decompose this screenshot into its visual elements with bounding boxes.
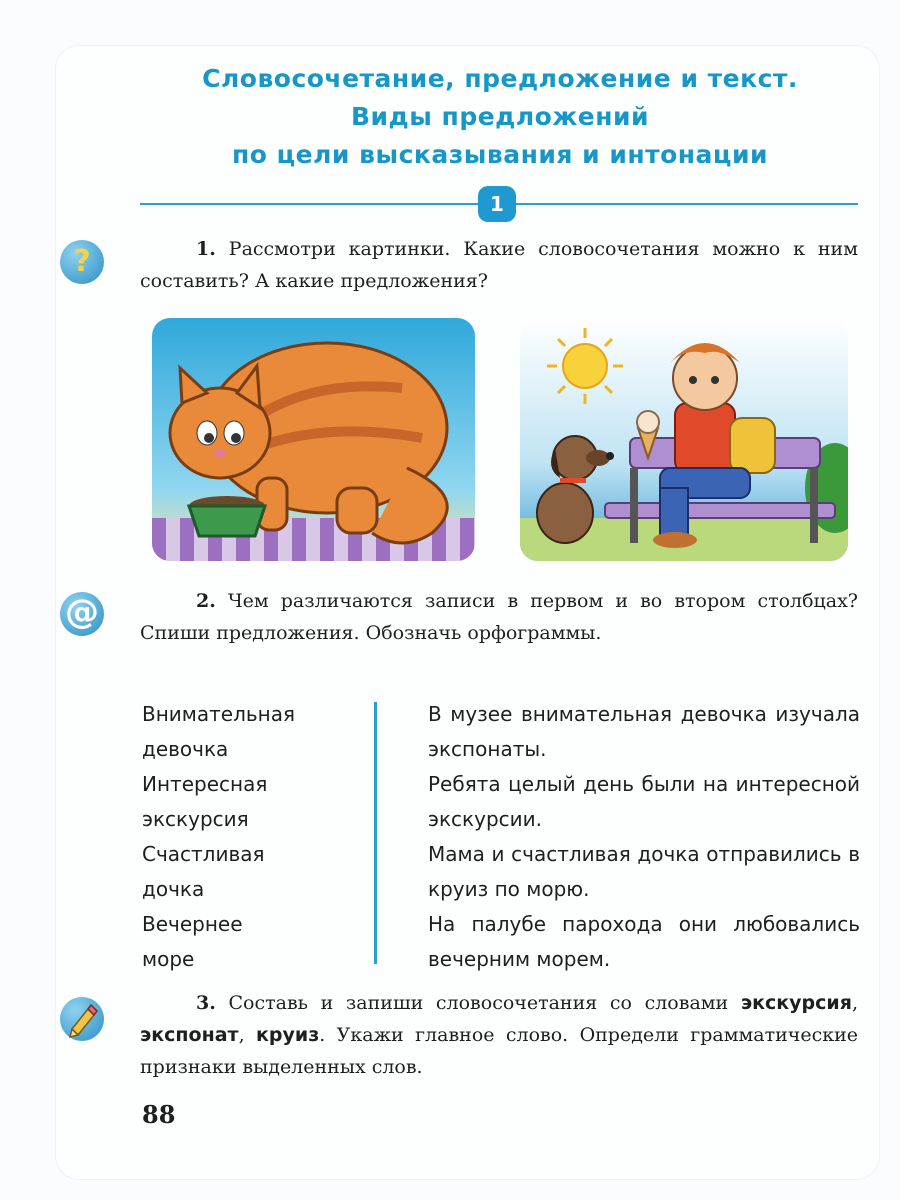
phrase-item: Внимательная девочка [142,702,296,761]
exercise-3-text-after: . Укажи главное слово. Определи грамматические признаки выделенных слов. [140,1024,859,1078]
cat-eating-icon [152,318,475,561]
letter-a-icon: @ [60,592,104,636]
title-line-2: Виды предложений [350,102,649,131]
boy-with-dog-icon [520,318,848,561]
separator: , [851,992,858,1014]
pencil-icon [60,997,104,1041]
highlight-word-excursion: экскурсия [740,992,852,1014]
exercise-1 [140,233,858,297]
highlight-word-exhibit: экспонат [140,1024,239,1046]
page-number: 88 [142,1100,176,1129]
page-title [140,60,860,174]
sentence-item: Мама и счастливая дочка отправились в круиз по морю. [428,842,860,901]
sentences-column [428,697,860,977]
exercise-3 [140,987,858,1083]
sentence-item: В музее внимательная девочка изучала экспонаты. [428,702,860,761]
exercise-2-text: Чем различаются записи в первом и во втором столбцах? Спиши предложения. Обозначь орфограммы. [140,590,858,644]
title-line-3: по цели высказывания и интонации [231,140,768,169]
exercise-1-number: 1. [196,238,216,260]
exercise-2 [140,585,858,649]
exercise-2-number: 2. [196,590,216,612]
exercise-3-text-before: Составь и запиши словосочетания со словами [228,992,729,1014]
phrase-item: Интересная экскурсия [142,772,268,831]
question-mark-icon: ? [60,240,104,284]
section-number-badge: 1 [478,186,516,222]
column-divider [374,702,377,964]
boy-dog-illustration [520,318,848,561]
highlight-word-cruise: круиз [256,1024,320,1046]
phrase-item: Вечернее море [142,912,243,971]
exercise-1-text: Рассмотри картинки. Какие словосочетания можно к ним составить? А какие предложения? [140,238,858,292]
pencil-shape [60,997,104,1041]
sentence-item: На палубе парохода они любовались вечерним морем. [428,912,860,971]
phrases-column [142,697,362,977]
sentence-item: Ребята целый день были на интересной экскурсии. [428,772,860,831]
cat-illustration [152,318,475,561]
exercise-3-number: 3. [196,992,216,1014]
title-line-1: Словосочетание, предложение и текст. [202,64,798,93]
phrase-item: Счастливая дочка [142,842,265,901]
separator: , [238,1024,245,1046]
